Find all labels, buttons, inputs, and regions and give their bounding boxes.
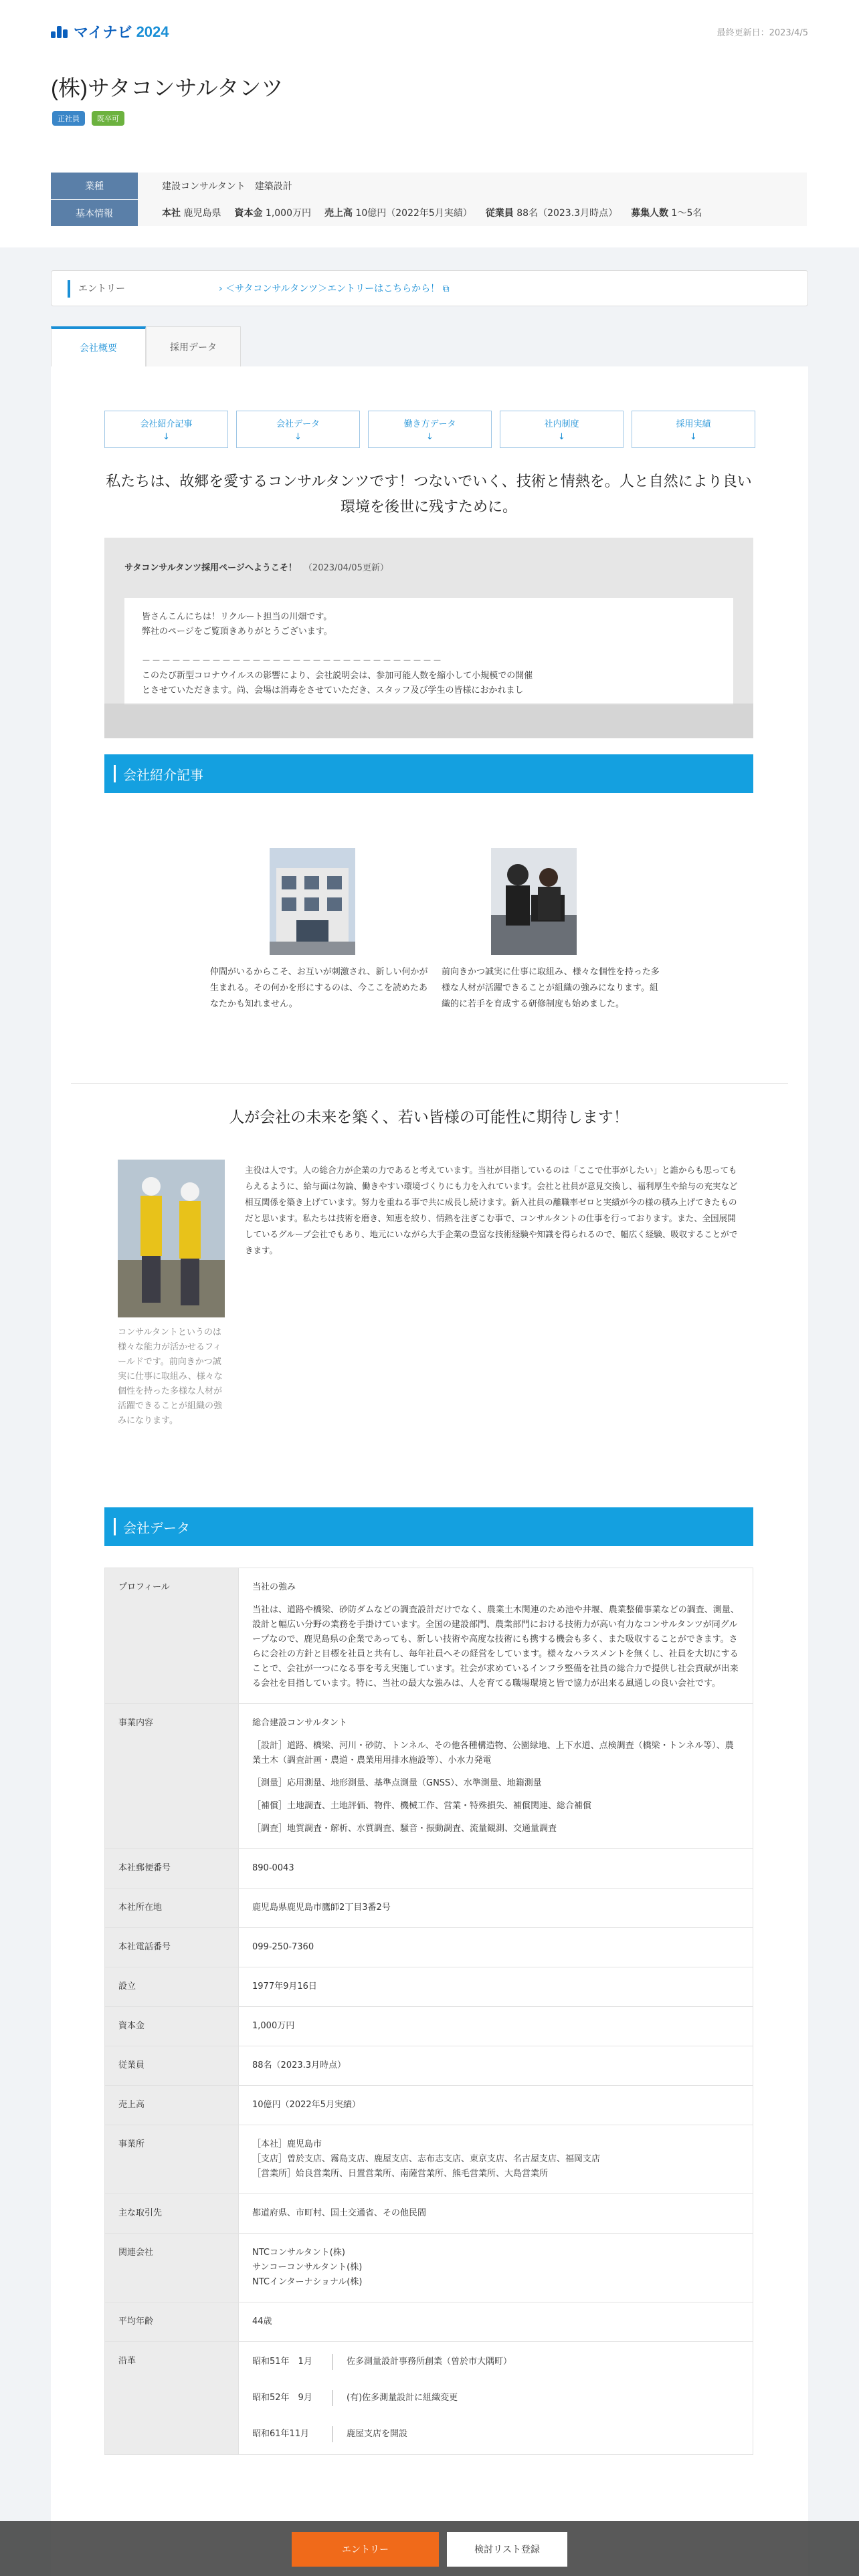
welcome-box (104, 538, 753, 738)
section-subtitle: 人が会社の未来を築く、若い皆様の可能性に期待します！ (229, 1109, 629, 1126)
photo-caption: コンサルタントというのは様々な能力が活かせるフィールドです。前向きかつ誠実に仕事に取組み、様々な個性を持った多様な人材が活躍できることが組織の強みになります。 (118, 1327, 223, 1426)
entry-label: エントリー (78, 284, 125, 294)
catch-copy: 私たちは、故郷を愛するコンサルタンツです！つないでいく、技術と情熱を。人と自然により良い環境を後世に残すために。 (106, 473, 752, 516)
row-key-established: 設立 (105, 1967, 239, 2007)
row-key-clients: 主な取引先 (105, 2194, 239, 2234)
table-row (105, 1928, 753, 1967)
row-value-zip: 890-0043 (239, 1849, 753, 1889)
row-value-age: 44歳 (239, 2302, 753, 2342)
tab-recruit-data[interactable]: 採用データ (146, 326, 241, 366)
nav-company-data[interactable]: 会社データ ↓ (236, 411, 360, 448)
welcome-message: 皆さんこんにちは！リクルート担当の川畑です。 弊社のページをご覧頂きありがとうございます。 －－－－－－－－－－－－－－－－－－－－－－－－－－－－－－ このたび新型コロナウイルスの影響により、会社説明会は、参加可能人数を縮小して小規模での開催 とさせていただきます。尚、会場は消毒をさせていただき、スタッフ及び学生の皆様におかれまし (124, 598, 733, 705)
logo-text: マイナビ (74, 24, 132, 41)
row-value-offices: ［本社］鹿児島市 ［支店］曽於支店、霧島支店、鹿屋支店、志布志支店、東京支店、名古屋支店、福岡支店 ［営業所］姶良営業所、日置営業所、南薩営業所、熊毛営業所、大島営業所 (239, 2125, 753, 2194)
industry-label: 業種 (51, 173, 138, 199)
row-key-zip: 本社郵便番号 (105, 1849, 239, 1889)
last-updated: 最終更新日：2023/4/5 (717, 28, 808, 38)
table-row (105, 2302, 753, 2342)
arrow-down-icon: ↓ (690, 432, 697, 442)
main-content (51, 366, 808, 2576)
table-row (105, 2194, 753, 2234)
table-row (105, 1568, 753, 1704)
add-to-list-button[interactable]: 検討リスト登録 (447, 2532, 567, 2567)
row-key-business: 事業内容 (105, 1704, 239, 1849)
welcome-title: サタコンサルタンツ採用ページへようこそ！ （2023/04/05更新） (124, 563, 389, 573)
badge-fulltime: 正社員 (52, 111, 85, 126)
table-row (105, 2342, 753, 2455)
section-heading-company-data: 会社データ (104, 1507, 753, 1546)
arrow-down-icon: ↓ (163, 432, 170, 442)
table-row (105, 1849, 753, 1889)
row-key-address: 本社所在地 (105, 1889, 239, 1928)
top-header (0, 0, 859, 63)
mynavi-logo[interactable] (51, 21, 169, 42)
arrow-down-icon: ↓ (294, 432, 302, 442)
row-key-capital: 資本金 (105, 2007, 239, 2046)
building-photo (270, 848, 355, 955)
divider (71, 1083, 788, 1084)
nav-work-style[interactable]: 働き方データ ↓ (368, 411, 492, 448)
basic-info-box (51, 173, 807, 226)
row-key-profile: プロフィール (105, 1568, 239, 1704)
sticky-action-bar (0, 2521, 859, 2576)
row-key-tel: 本社電話番号 (105, 1928, 239, 1967)
company-data-table (104, 1568, 753, 2455)
row-value-business: 総合建設コンサルタント ［設計］道路、橋梁、河川・砂防、トンネル、その他各種構造物、公園緑地、上下水道、点検調査（橋梁・トンネル等）、農業土木（調査計画・農道・農業用用排水施設等）、小水力発電 ［測量］応用測量、地形測量、基準点測量（GNSS）、水準測量、地籍測量 ［補償］土地調査、土地評価、物件、機械工作、営業・特殊損失、補償関連、総合補償 ［調査］地質調査・解析、水質調査、騒音・振動調査、流量観測、交通量調査 (239, 1704, 753, 1849)
logo-year: 2024 (136, 23, 169, 40)
row-key-age: 平均年齢 (105, 2302, 239, 2342)
entry-link[interactable]: › ＜サタコンサルタンツ＞エントリーはこちらから！ ⧉ (219, 284, 450, 294)
company-name: (株)サタコンサルタンツ (51, 76, 284, 100)
tab-company-overview[interactable]: 会社概要 (51, 326, 146, 366)
arrow-down-icon: ↓ (426, 432, 434, 442)
row-value-established: 1977年9月16日 (239, 1967, 753, 2007)
basic-info-values: 本社 鹿児島県 資本金 1,000万円 売上高 10億円（2022年5月実績） 従業員 88名（2023.3月時点） 募集人数 1～5名 (162, 208, 702, 219)
table-row (105, 2086, 753, 2125)
row-value-employees: 88名（2023.3月時点） (239, 2046, 753, 2086)
basic-info-label: 基本情報 (51, 199, 138, 226)
message-body: 主役は人です。人の総合力が企業の力であると考えています。当社が目指しているのは「ここで仕事がしたい」と誰からも思ってもらえるように、給与面は勿論、働きやすい環境づくりにも力を入れています。会社と社員が意見交換し、福利厚生や給与の充実など相互関係を築き上げています。努力を重ねる事で共に成長し続けます。新入社員の離職率ゼロと実績が今の様の積み上げてきたものだと思います。私たちは技術を磨き、知恵を絞り、情熱を注ぎこむ事で、コンサルタントの仕事を行っております。また、全国展開しているグループ会社でもあり、地元にいながら大手企業の豊富な技術経験や知識を得られるので、幅広く経験、吸収することができます。 (245, 1165, 738, 1255)
row-key-offices: 事業所 (105, 2125, 239, 2194)
row-key-employees: 従業員 (105, 2046, 239, 2086)
nav-articles[interactable]: 会社紹介記事 ↓ (104, 411, 228, 448)
read-more-overlay[interactable] (104, 704, 753, 738)
row-key-history: 沿革 (105, 2342, 239, 2455)
arrow-down-icon: ↓ (558, 432, 565, 442)
entry-accent (68, 280, 70, 298)
section-heading-articles: 会社紹介記事 (104, 754, 753, 793)
employment-badges (52, 111, 124, 126)
row-value-clients: 都道府県、市町村、国土交通省、その他民間 (239, 2194, 753, 2234)
entry-button[interactable]: エントリー (292, 2532, 439, 2567)
table-row (105, 1889, 753, 1928)
row-key-sales: 売上高 (105, 2086, 239, 2125)
entry-bar (51, 270, 808, 306)
table-row (105, 2125, 753, 2194)
row-key-related: 関連会社 (105, 2234, 239, 2302)
row-value-history: 昭和51年 1月 佐多測量設計事務所創業（曽於市大隅町） 昭和52年 9月 (有)佐多測量設計に組織変更 昭和61年11月 鹿屋支店を開設 (239, 2342, 753, 2455)
article-text-2: 前向きかつ誠実に仕事に取組み、様々な個性を持った多様な人材が活躍できることが組織の強みになります。組織的に若手を育成する研修制度も始めました。 (442, 967, 660, 1009)
industry-value: 建設コンサルタント 建築設計 (162, 181, 292, 192)
table-row (105, 2234, 753, 2302)
table-row (105, 1704, 753, 1849)
mynavi-logo-icon (51, 26, 70, 38)
row-value-tel: 099-250-7360 (239, 1928, 753, 1967)
table-row (105, 2007, 753, 2046)
row-value-address: 鹿児島県鹿児島市鷹師2丁目3番2号 (239, 1889, 753, 1928)
external-link-icon: ⧉ (442, 284, 450, 294)
row-value-profile: 当社の強み 当社は、道路や橋梁、砂防ダムなどの調査設計だけでなく、農業土木関連のため池や井堰、農業整備事業などの調査、測量、設計と幅広い分野の業務を手掛けています。全国の建設部門、農業部門における技術力が高い有力なコンサルタンツが同グループなので、鹿児島県の企業であっても、新しい技術や高度な技術にも携する機会も多く、また吸収することができます。さらに会社の方針と目標を社員と共有し、毎年社員へその経営をしています。様々なハラスメントを無くし、社員を大切にすることで、会社が一つになる事を考え実施しています。社会が求めているインフラ整備を社員の総合力で提供し社会貢献が出来る会社を目指しています。特に、当社の最大な強みは、人を育てる職場環境と皆で協力が出来る風通しの良い会社です。 (239, 1568, 753, 1704)
row-value-related: NTCコンサルタント(株) サンコーコンサルタント(株) NTCインターナショナル(株) (239, 2234, 753, 2302)
section-nav (104, 411, 755, 448)
row-value-sales: 10億円（2022年5月実績） (239, 2086, 753, 2125)
site-workers-photo (118, 1160, 225, 1317)
office-photo (491, 848, 577, 955)
row-value-capital: 1,000万円 (239, 2007, 753, 2046)
badge-graduate: 既卒可 (92, 111, 124, 126)
table-row (105, 1967, 753, 2007)
table-row (105, 2046, 753, 2086)
nav-hiring-record[interactable]: 採用実績 ↓ (632, 411, 755, 448)
tab-bar (51, 326, 241, 366)
nav-internal-system[interactable]: 社内制度 ↓ (500, 411, 624, 448)
article-text-1: 仲間がいるからこそ、お互いが刺激され、新しい何かが生まれる。その何かを形にするのは、今ここを読めたあなたかも知れません。 (210, 967, 428, 1009)
